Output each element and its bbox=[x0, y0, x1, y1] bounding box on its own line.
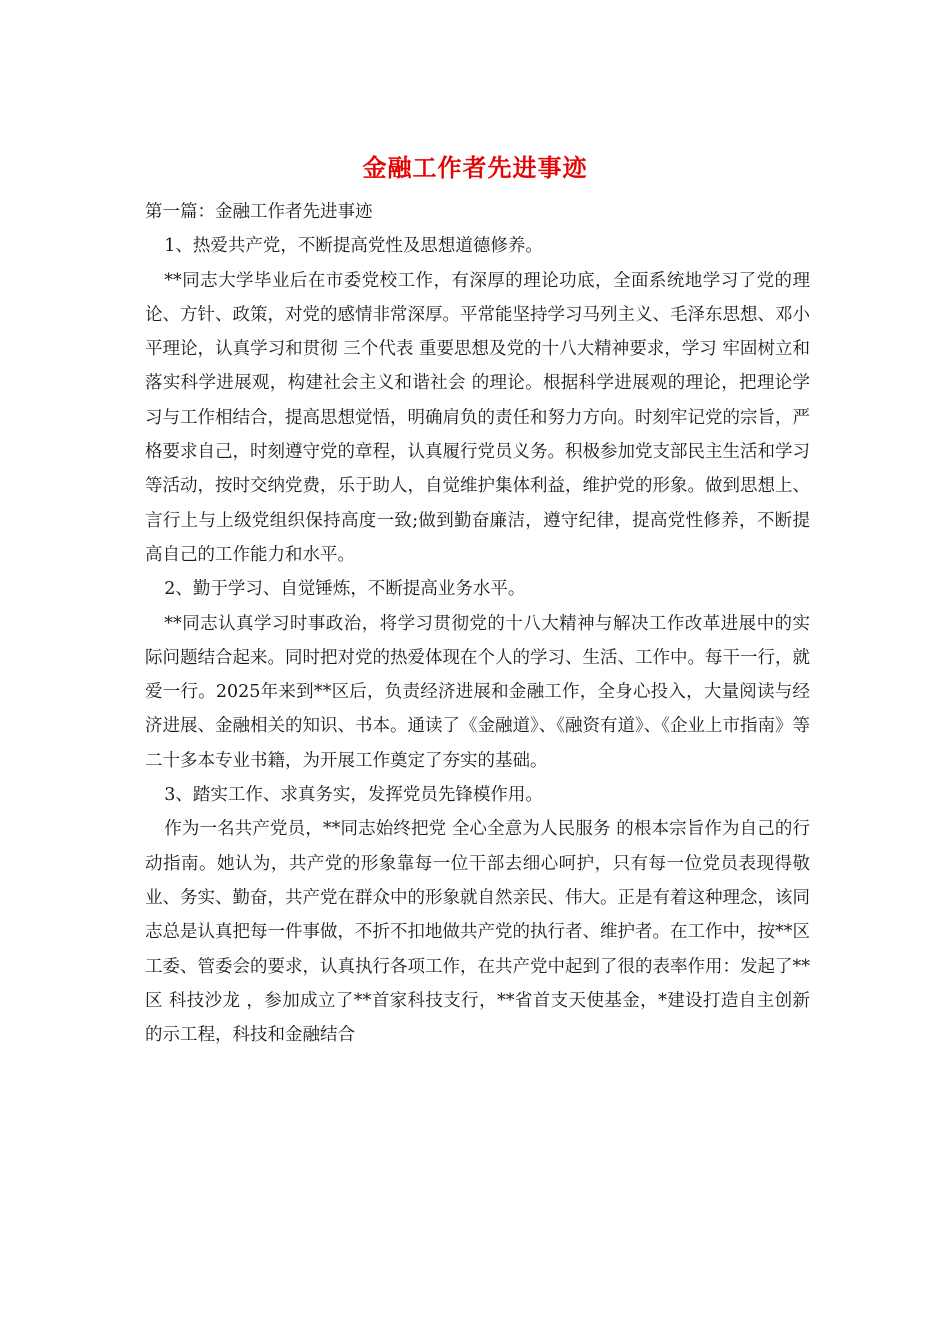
document-title: 金融工作者先进事迹 bbox=[362, 153, 588, 182]
section-heading-2: 2、勤于学习、自觉锤炼，不断提高业务水平。 bbox=[164, 579, 526, 600]
section-heading-3: 3、踏实工作、求真务实，发挥党员先锋模作用。 bbox=[164, 785, 543, 806]
paragraph-3: 作为一名共产党员，**同志始终把党 全心全意为人民服务 的根本宗旨作为自己的行动指南。她认为，共产党的形象靠每一位干部去细心呵护，只有每一位党员表现得敬业、务实、勤奋，共产党在群众中的形象就自然亲民、伟大。正是有着这种理念，该同志总是认真把每一件事做，不折不扣地做共产党的执行者、维护者。在工作中，按**区工委、管委会的要求，认真执行各项工作，在共产党中起到了很的表率作用：发起了**区 科技沙龙 ，参加成立了**首家科技支行，**省首支天使基金，*建设打造自主创新的示工程，科技和金融结合 bbox=[145, 819, 810, 1046]
section-heading-1: 1、热爱共产党，不断提高党性及思想道德修养。 bbox=[164, 236, 543, 257]
document-body bbox=[145, 195, 810, 1052]
paragraph-1: **同志大学毕业后在市委党校工作，有深厚的理论功底，全面系统地学习了党的理论、方针、政策，对党的感情非常深厚。平常能坚持学习马列主义、毛泽东思想、邓小平理论，认真学习和贯彻 三个代表 重要思想及党的十八大精神要求，学习 牢固树立和落实科学进展观，构建社会主义和谐社会 的理论。根据科学进展观的理论，把理论学习与工作相结合，提高思想觉悟，明确肩负的责任和努力方向。时刻牢记党的宗旨，严格要求自己，时刻遵守党的章程，认真履行党员义务。积极参加党支部民主生活和学习等活动，按时交纳党费，乐于助人，自觉维护集体利益，维护党的形象。做到思想上、言行上与上级党组织保持高度一致;做到勤奋廉洁，遵守纪律，提高党性修养，不断提高自己的工作能力和水平。 bbox=[145, 270, 810, 565]
paragraph-2: **同志认真学习时事政治，将学习贯彻党的十八大精神与解决工作改革进展中的实际问题结合起来。同时把对党的热爱体现在个人的学习、生活、工作中。每干一行，就爱一行。2025年来到**区后，负责经济进展和金融工作，全身心投入，大量阅读与经济进展、金融相关的知识、书本。通读了《金融道》、《融资有道》、《企业上市指南》等二十多本专业书籍，为开展工作奠定了夯实的基础。 bbox=[145, 613, 810, 771]
document-subtitle: 第一篇：金融工作者先进事迹 bbox=[145, 202, 373, 222]
